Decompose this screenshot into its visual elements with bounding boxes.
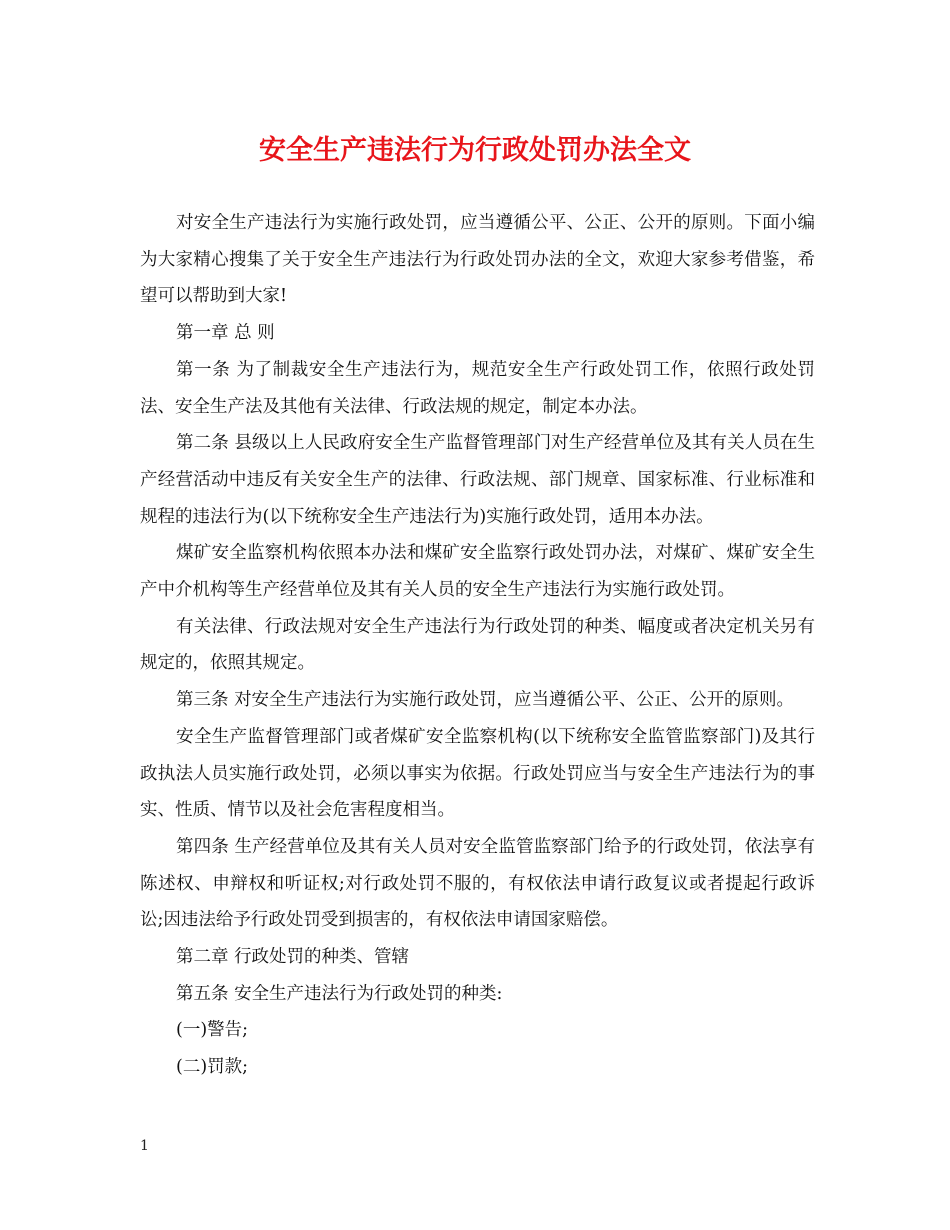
page-number: 1 [140,1138,149,1154]
article-3: 第三条 对安全生产违法行为实施行政处罚，应当遵循公平、公正、公开的原则。 [176,690,795,711]
article-2: 第二条 县级以上人民政府安全生产监督管理部门对生产经营单位及其有关人员在生产经营活动中违反有关安全生产的法律、行政法规、部门规章、国家标准、行业标准和规程的违法行为(以下统称安全生产违法行为)实施行政处罚，适用本办法。 [140,433,815,527]
article-2-paragraph-2: 煤矿安全监察机构依照本办法和煤矿安全监察行政处罚办法，对煤矿、煤矿安全生产中介机构等生产经营单位及其有关人员的安全生产违法行为实施行政处罚。 [140,543,815,601]
article-5: 第五条 安全生产违法行为行政处罚的种类: [176,983,503,1004]
article-4: 第四条 生产经营单位及其有关人员对安全监管监察部门给予的行政处罚，依法享有陈述权、申辩权和听证权;对行政处罚不服的，有权依法申请行政复议或者提起行政诉讼;因违法给予行政处罚受到损害的，有权依法申请国家赔偿。 [140,836,815,931]
list-item-2: (二)罚款; [176,1057,249,1078]
chapter-1-heading: 第一章 总 则 [176,323,275,344]
article-1: 第一条 为了制裁安全生产违法行为，规范安全生产行政处罚工作，依照行政处罚法、安全生产法及其他有关法律、行政法规的规定，制定本办法。 [140,359,815,417]
document-body [140,205,815,1086]
article-2-paragraph-3: 有关法律、行政法规对安全生产违法行为行政处罚的种类、幅度或者决定机关另有规定的，依照其规定。 [140,616,815,674]
document-title: 安全生产违法行为行政处罚办法全文 [259,135,691,166]
paragraph-intro: 对安全生产违法行为实施行政处罚，应当遵循公平、公正、公开的原则。下面小编为大家精心搜集了关于安全生产违法行为行政处罚办法的全文，欢迎大家参考借鉴，希望可以帮助到大家! [140,213,815,307]
chapter-2-heading: 第二章 行政处罚的种类、管辖 [176,947,410,968]
list-item-1: (一)警告; [176,1020,249,1041]
article-3-paragraph-2: 安全生产监督管理部门或者煤矿安全监察机构(以下统称安全监管监察部门)及其行政执法人员实施行政处罚，必须以事实为依据。行政处罚应当与安全生产违法行为的事实、性质、情节以及社会危害程度相当。 [140,726,815,821]
